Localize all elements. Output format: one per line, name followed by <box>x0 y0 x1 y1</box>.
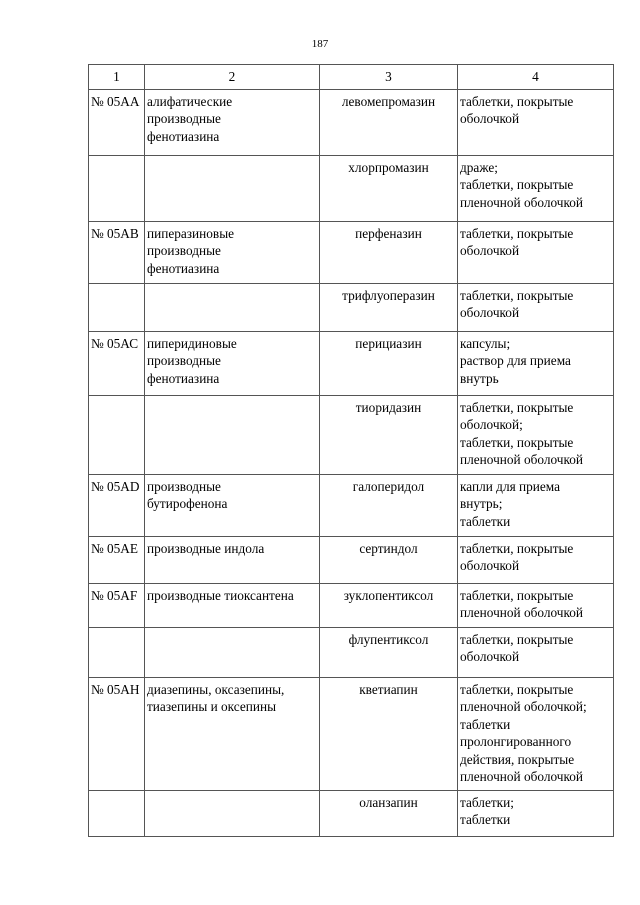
table-header-row <box>89 65 614 90</box>
atc-code-cell: № 05АЕ <box>89 536 145 583</box>
dosage-form-cell: таблетки, покрытые пленочной оболочкой; таблетки пролонгированного действия, покрытые пленочной оболочкой <box>458 677 614 790</box>
dosage-form-cell: драже; таблетки, покрытые пленочной оболочкой <box>458 155 614 221</box>
pharmacological-group-cell: пиперидиновые производные фенотиазина <box>145 331 320 395</box>
pharmacological-group-cell: диазепины, оксазепины, тиазепины и оксепины <box>145 677 320 790</box>
atc-code-cell <box>89 283 145 331</box>
atc-code-cell: № 05АА <box>89 89 145 155</box>
table-row <box>89 395 614 474</box>
pharmacological-group-cell: производные бутирофенона <box>145 474 320 536</box>
table-row <box>89 474 614 536</box>
dosage-form-cell: таблетки, покрытые оболочкой <box>458 536 614 583</box>
table-row <box>89 790 614 836</box>
drug-name-cell: кветиапин <box>320 677 458 790</box>
atc-code-cell: № 05АС <box>89 331 145 395</box>
table-row <box>89 221 614 283</box>
column-header-1: 1 <box>89 65 145 90</box>
drug-name-cell: левомепромазин <box>320 89 458 155</box>
table-row <box>89 536 614 583</box>
table-row <box>89 677 614 790</box>
drug-name-cell: трифлуоперазин <box>320 283 458 331</box>
column-header-2: 2 <box>145 65 320 90</box>
drug-name-cell: перициазин <box>320 331 458 395</box>
dosage-form-cell: таблетки; таблетки <box>458 790 614 836</box>
atc-code-cell: № 05АВ <box>89 221 145 283</box>
atc-code-cell <box>89 155 145 221</box>
pharmacological-group-cell <box>145 790 320 836</box>
column-header-4: 4 <box>458 65 614 90</box>
pharmacological-group-cell <box>145 395 320 474</box>
dosage-form-cell: таблетки, покрытые оболочкой <box>458 627 614 677</box>
table-row <box>89 89 614 155</box>
drug-name-cell: оланзапин <box>320 790 458 836</box>
drug-name-cell: тиоридазин <box>320 395 458 474</box>
pharmacological-group-cell <box>145 627 320 677</box>
atc-code-cell: № 05АН <box>89 677 145 790</box>
table-row <box>89 331 614 395</box>
table-body <box>89 89 614 836</box>
atc-code-cell: № 05АF <box>89 583 145 627</box>
dosage-form-cell: капсулы; раствор для приема внутрь <box>458 331 614 395</box>
column-header-3: 3 <box>320 65 458 90</box>
dosage-form-cell: таблетки, покрытые оболочкой <box>458 283 614 331</box>
table-row <box>89 283 614 331</box>
atc-code-cell <box>89 790 145 836</box>
table-row <box>89 583 614 627</box>
dosage-form-cell: таблетки, покрытые оболочкой <box>458 89 614 155</box>
drug-name-cell: сертиндол <box>320 536 458 583</box>
pharmacological-group-cell: производные тиоксантена <box>145 583 320 627</box>
drug-name-cell: перфеназин <box>320 221 458 283</box>
page-number: 187 <box>311 38 329 50</box>
dosage-form-cell: таблетки, покрытые оболочкой; таблетки, покрытые пленочной оболочкой <box>458 395 614 474</box>
pharmacological-group-cell: производные индола <box>145 536 320 583</box>
dosage-form-cell: таблетки, покрытые пленочной оболочкой <box>458 583 614 627</box>
drug-classification-table <box>88 64 614 837</box>
pharmacological-group-cell: алифатические производные фенотиазина <box>145 89 320 155</box>
atc-code-cell <box>89 395 145 474</box>
drug-name-cell: хлорпромазин <box>320 155 458 221</box>
dosage-form-cell: таблетки, покрытые оболочкой <box>458 221 614 283</box>
drug-name-cell: флупентиксол <box>320 627 458 677</box>
drug-name-cell: галоперидол <box>320 474 458 536</box>
table-row <box>89 155 614 221</box>
pharmacological-group-cell <box>145 155 320 221</box>
atc-code-cell: № 05АD <box>89 474 145 536</box>
pharmacological-group-cell: пиперазиновые производные фенотиазина <box>145 221 320 283</box>
pharmacological-group-cell <box>145 283 320 331</box>
atc-code-cell <box>89 627 145 677</box>
drug-name-cell: зуклопентиксол <box>320 583 458 627</box>
dosage-form-cell: капли для приема внутрь; таблетки <box>458 474 614 536</box>
table-row <box>89 627 614 677</box>
